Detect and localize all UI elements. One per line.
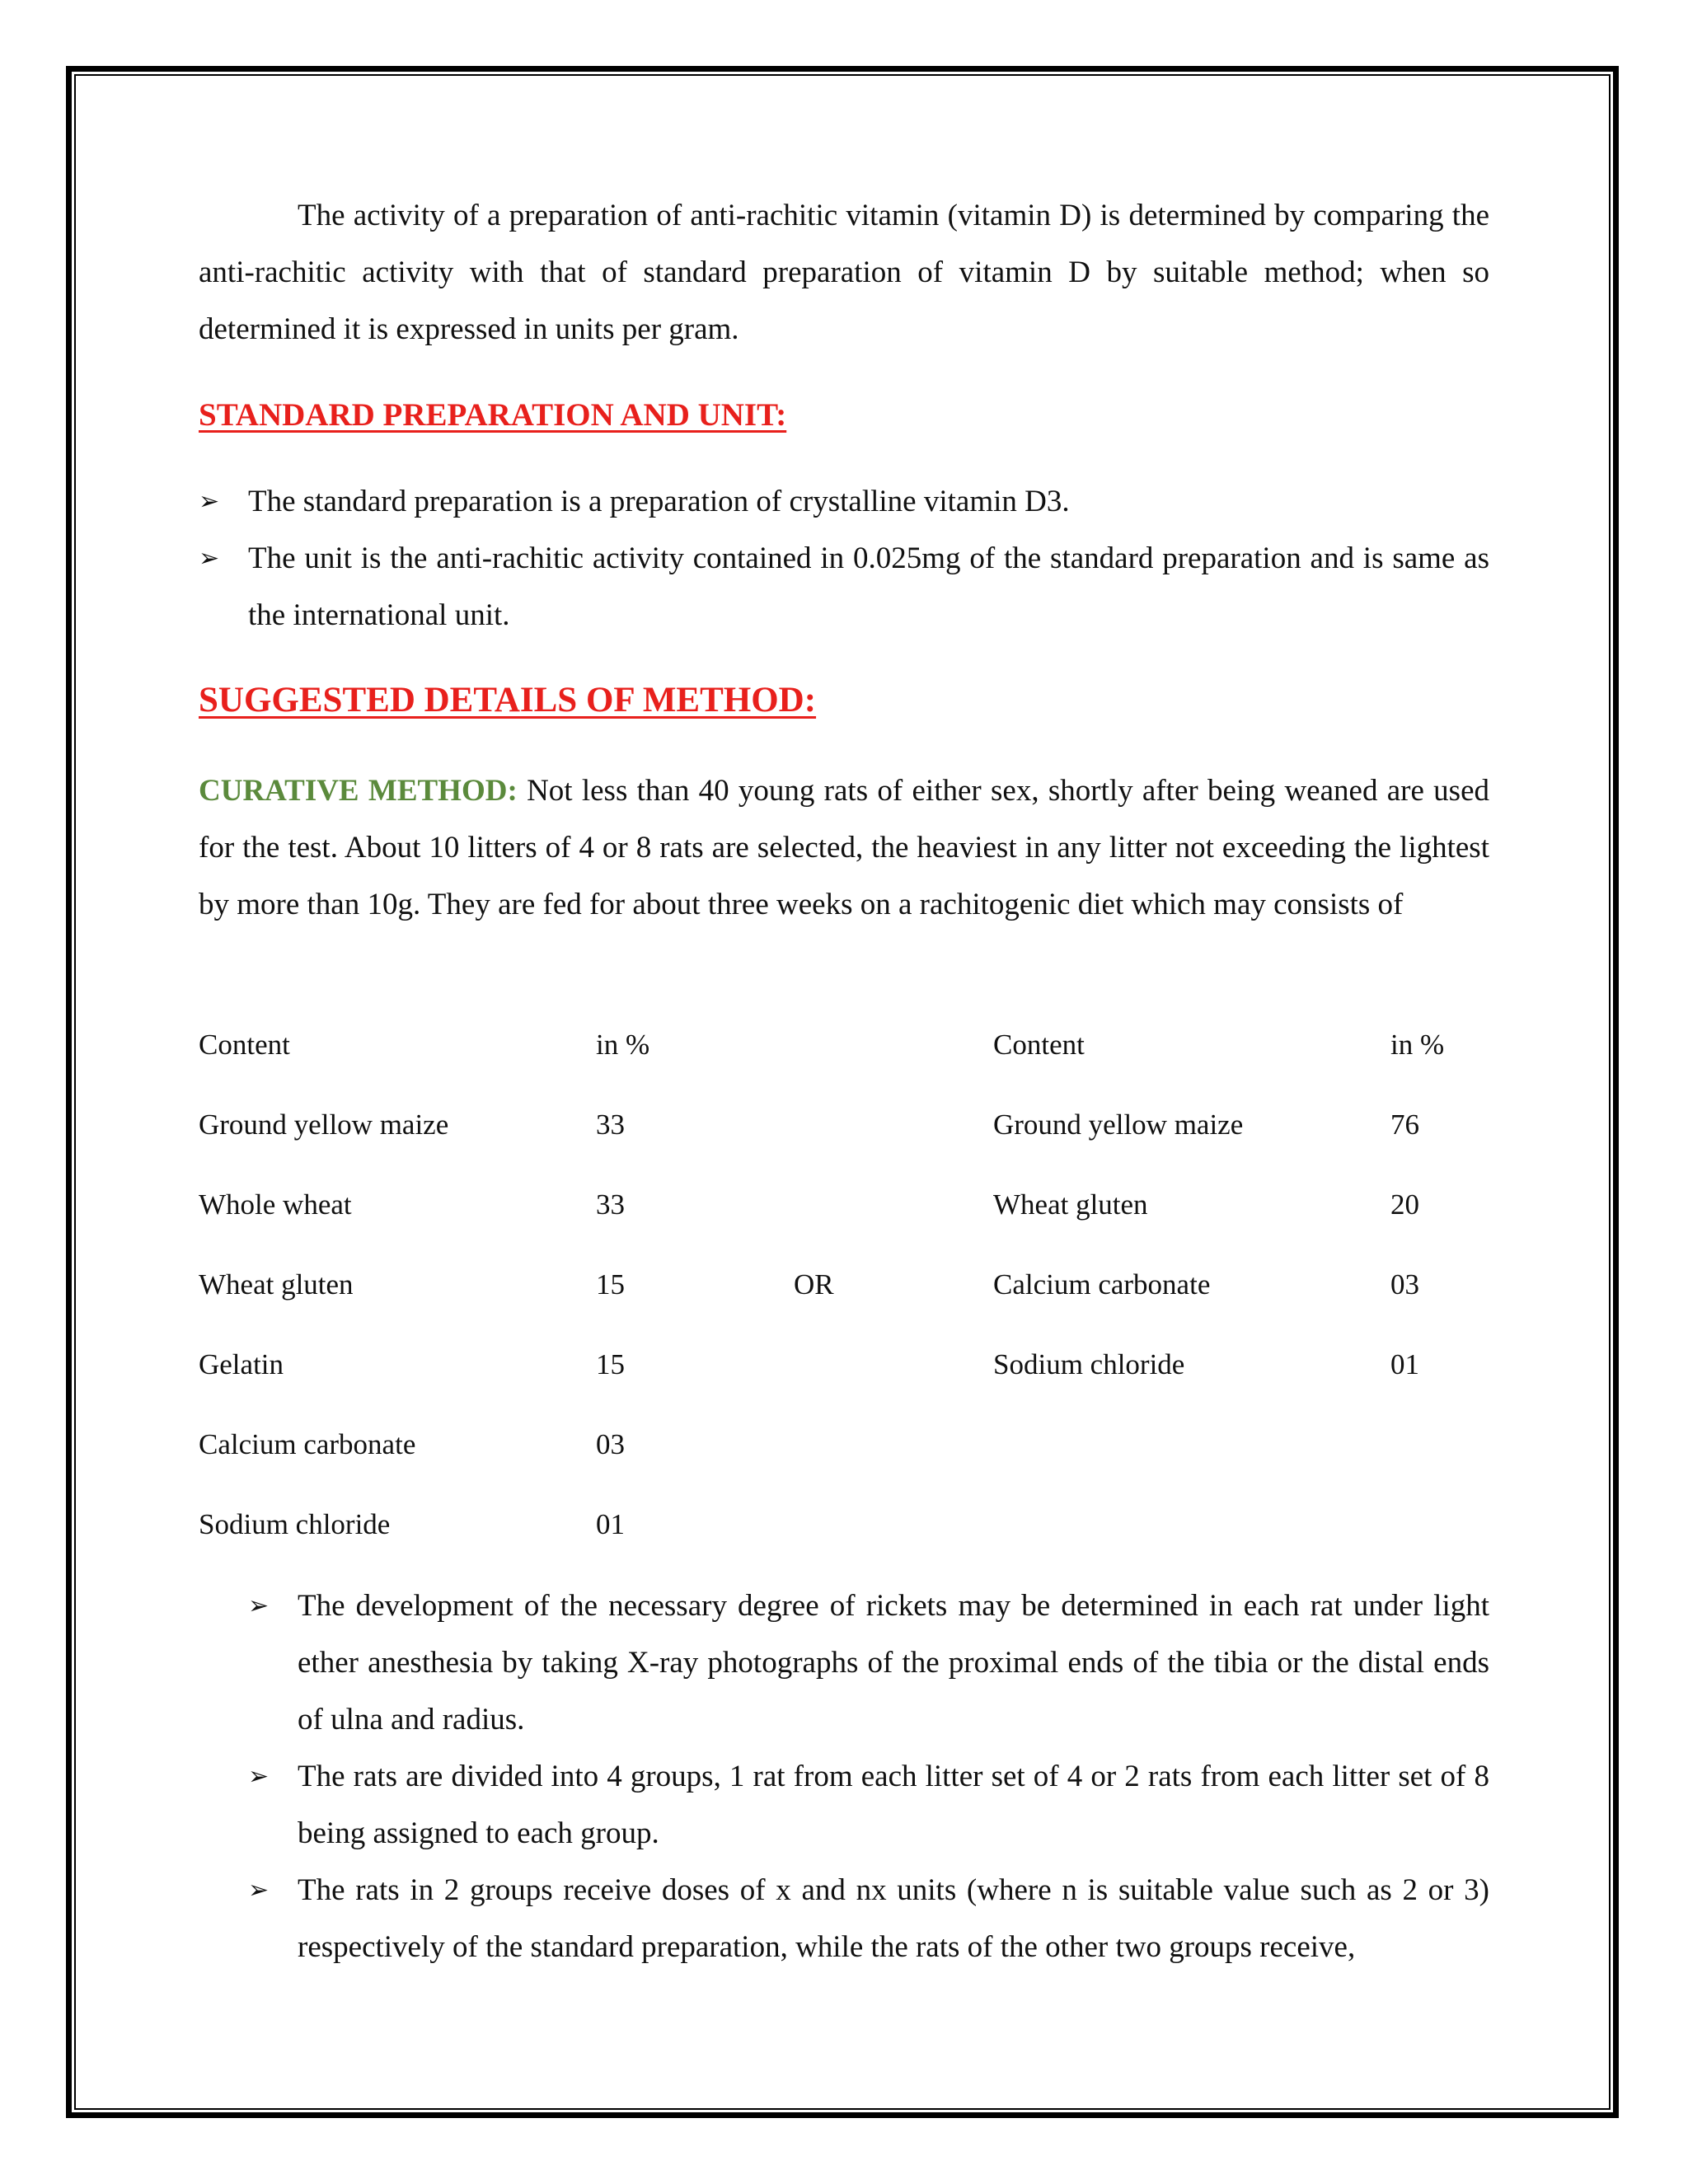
bullet-text: The rats in 2 groups receive doses of x and nx units (where n is suitable value such as 2 or 3) respectively of the standard preparation, while the rats of the other two groups receive, [298,1873,1489,1964]
left-header-percent: in % [596,1029,650,1061]
list-item [199,530,1489,644]
curative-method-text: Not less than 40 young rats of either sex, shortly after being weaned are used for the test. About 10 litters of 4 or 8 rats are selected, the heaviest in any litter not exceeding the lightest by more than 10g. They are fed for about three weeks on a rachitogenic diet which may consists of [199,774,1489,921]
left-row-content: Gelatin [199,1348,284,1380]
left-row-content: Ground yellow maize [199,1108,449,1141]
arrow-bullet-icon: ➢ [199,487,220,516]
right-row-content: Calcium carbonate [993,1268,1211,1301]
heading-standard-preparation: STANDARD PREPARATION AND UNIT: [199,397,787,433]
left-row-percent: 15 [596,1268,625,1301]
list-item [248,1748,1489,1862]
right-row-percent: 20 [1390,1188,1419,1221]
left-row-percent: 15 [596,1348,625,1380]
bullet-text: The development of the necessary degree of rickets may be determined in each rat under light ether anesthesia by taking X-ray photographs of the proximal ends of the tibia or the distal ends of ulna and radius. [298,1589,1489,1736]
table-or-separator: OR [794,1268,834,1301]
arrow-bullet-icon: ➢ [248,1591,270,1620]
list-item [199,473,1489,530]
right-row-content: Ground yellow maize [993,1108,1244,1141]
list-item [248,1862,1489,1975]
right-row-percent: 03 [1390,1268,1419,1301]
right-row-content: Sodium chloride [993,1348,1185,1380]
list-item [248,1577,1489,1748]
left-row-content: Sodium chloride [199,1508,391,1540]
curative-method-label: CURATIVE METHOD: [199,774,518,808]
right-header-content: Content [993,1029,1085,1061]
bullet-text: The rats are divided into 4 groups, 1 rat from each litter set of 4 or 2 rats from each litter set of 8 being assigned to each group. [298,1760,1489,1850]
right-row-percent: 76 [1390,1108,1419,1141]
standard-bullet-list [199,473,1489,644]
arrow-bullet-icon: ➢ [199,544,220,573]
curative-method-paragraph [199,762,1489,933]
intro-paragraph: The activity of a preparation of anti-rachitic vitamin (vitamin D) is determined by comparing the anti-rachitic activity with that of standard preparation of vitamin D by suitable method; when so determined it is expressed in units per gram. [199,199,1489,346]
bullet-text: The standard preparation is a preparation of crystalline vitamin D3. [248,485,1070,518]
right-row-content: Wheat gluten [993,1188,1148,1221]
left-row-percent: 01 [596,1508,625,1540]
arrow-bullet-icon: ➢ [248,1762,270,1791]
right-row-percent: 01 [1390,1348,1419,1380]
bullet-text: The unit is the anti-rachitic activity contained in 0.025mg of the standard preparation and is same as the international unit. [248,541,1489,632]
left-row-percent: 03 [596,1428,625,1460]
left-row-percent: 33 [596,1188,625,1221]
heading-suggested-details: SUGGESTED DETAILS OF METHOD: [199,681,817,719]
method-bullet-list [248,1577,1489,1975]
right-header-percent: in % [1390,1029,1445,1061]
left-header-content: Content [199,1029,290,1061]
left-row-content: Wheat gluten [199,1268,354,1301]
left-row-content: Calcium carbonate [199,1428,416,1460]
arrow-bullet-icon: ➢ [248,1876,270,1905]
left-row-percent: 33 [596,1108,625,1141]
left-row-content: Whole wheat [199,1188,352,1221]
